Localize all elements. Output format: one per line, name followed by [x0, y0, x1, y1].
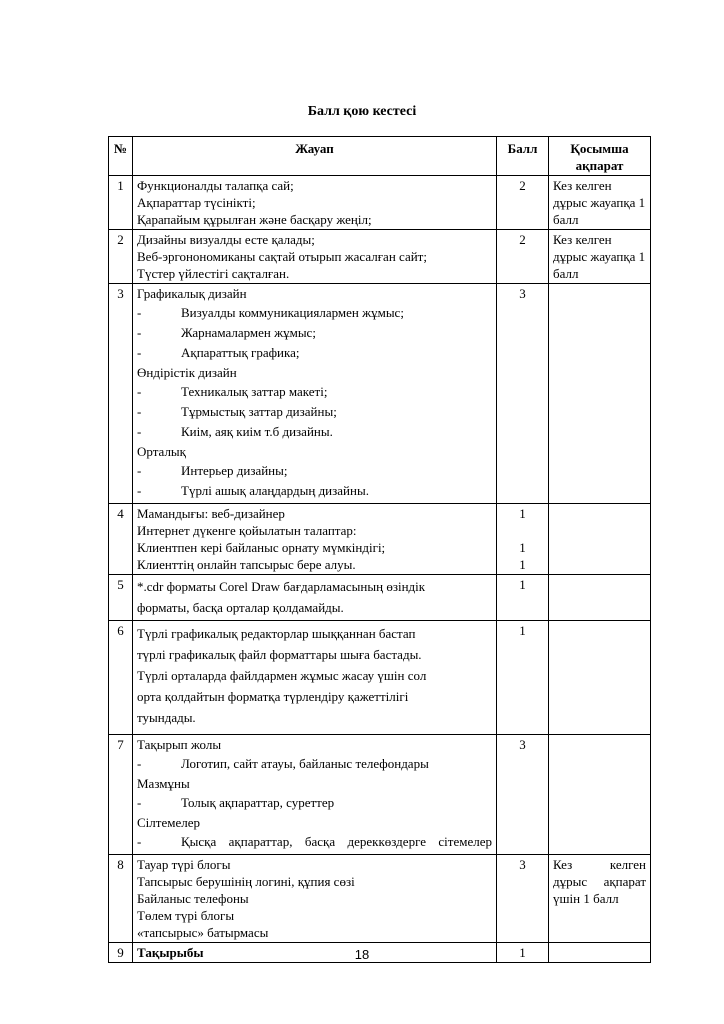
answer-line: Клиенттің онлайн тапсырыс бере алуы. — [137, 557, 356, 572]
answer-line: Дизайны визуалды есте қалады; — [137, 232, 315, 247]
table-row — [109, 284, 651, 504]
answer-line: Түрлі орталарда файлдармен жұмыс жасау үшін сол — [137, 668, 427, 683]
group-heading: Графикалық дизайн — [137, 286, 247, 301]
bullet-item: - Техникалық заттар макеті; — [137, 383, 492, 400]
table-row — [109, 230, 651, 284]
table-row — [109, 621, 651, 735]
group-heading: Мазмұны — [137, 776, 190, 791]
row-extra — [549, 284, 651, 504]
row-answer — [133, 621, 497, 735]
table-row — [109, 855, 651, 943]
header-extra: Қосымша ақпарат — [549, 137, 651, 176]
answer-line: түрлі графикалық файл форматтары шыға бастады. — [137, 647, 422, 662]
row-extra: Кез келген дұрыс ақпарат үшін 1 балл — [549, 855, 651, 943]
row-answer: Тақырыбы — [133, 943, 497, 963]
score-line: 1 — [519, 540, 526, 555]
row-answer — [133, 735, 497, 855]
row-answer — [133, 176, 497, 230]
answer-line: Байланыс телефоны — [137, 891, 249, 906]
answer-line: Интернет дүкенге қойылатын талаптар: — [137, 523, 357, 538]
row-answer — [133, 855, 497, 943]
row-answer — [133, 504, 497, 575]
group-heading: Орталық — [137, 444, 186, 459]
row-num: 2 — [109, 230, 133, 284]
bullet-item: - Киім, аяқ киім т.б дизайны. — [137, 423, 492, 440]
table-row — [109, 575, 651, 621]
answer-line: «тапсырыс» батырмасы — [137, 925, 269, 940]
row-score: 2 — [497, 176, 549, 230]
bullet-item: - Түрлі ашық алаңдардың дизайны. — [137, 482, 492, 499]
answer-line: Функционалды талапқа сай; — [137, 178, 294, 193]
group-heading: Өндірістік дизайн — [137, 365, 237, 380]
answer-line: Мамандығы: веб-дизайнер — [137, 506, 285, 521]
score-line: 1 — [519, 557, 526, 572]
row-extra — [549, 504, 651, 575]
score-line: 1 — [519, 506, 526, 521]
answer-line: туындады. — [137, 710, 196, 725]
row-answer — [133, 230, 497, 284]
row-num: 5 — [109, 575, 133, 621]
table-header-row — [109, 137, 651, 176]
row-num: 1 — [109, 176, 133, 230]
row-num: 3 — [109, 284, 133, 504]
group-heading: Сілтемелер — [137, 815, 200, 830]
bullet-item: - Логотип, сайт атауы, байланыс телефондары — [137, 755, 492, 772]
answer-line: орта қолдайтын форматқа түрлендіру қажеттілігі — [137, 689, 409, 704]
bullet-item: - Толық ақпараттар, суреттер — [137, 794, 492, 811]
bullet-item: - Ақпараттық графика; — [137, 344, 492, 361]
bullet-item: - Жарнамалармен жұмыс; — [137, 324, 492, 341]
answer-line: Клиентпен кері байланыс орнату мүмкіндігі; — [137, 540, 386, 555]
row-num: 9 — [109, 943, 133, 963]
row-extra — [549, 575, 651, 621]
row-score: 3 — [497, 735, 549, 855]
row-score: 3 — [497, 284, 549, 504]
bullet-item: - Тұрмыстық заттар дизайны; — [137, 403, 492, 420]
row-extra: Кез келген дұрыс жауапқа 1 балл — [549, 176, 651, 230]
header-num: № — [109, 137, 133, 176]
header-answer: Жауап — [133, 137, 497, 176]
row-num: 8 — [109, 855, 133, 943]
table-row — [109, 735, 651, 855]
row-score: 3 — [497, 855, 549, 943]
answer-line: Веб-эргонономиканы сақтай отырып жасалған сайт; — [137, 249, 427, 264]
scoring-table — [108, 136, 651, 963]
answer-line: Түстер үйлестігі сақталған. — [137, 266, 290, 281]
group-heading: Тақырып жолы — [137, 737, 222, 752]
table-row — [109, 176, 651, 230]
bullet-item: - Интерьер дизайны; — [137, 462, 492, 479]
answer-line: форматы, басқа орталар қолдамайды. — [137, 600, 344, 615]
score-line-empty — [501, 522, 544, 539]
row-score: 1 — [497, 943, 549, 963]
row-num: 6 — [109, 621, 133, 735]
bullet-item: - Визуалды коммуникациялармен жұмыс; — [137, 304, 492, 321]
row-score: 1 — [497, 621, 549, 735]
bullet-item: - Қысқа ақпараттар, басқа дереккөздерге сітемелер — [137, 833, 492, 850]
row-score — [497, 504, 549, 575]
answer-line: *.cdr форматы Corel Draw бағдарламасының өзіндік — [137, 579, 426, 594]
row-num: 4 — [109, 504, 133, 575]
row-answer — [133, 284, 497, 504]
row-extra — [549, 735, 651, 855]
row-score: 2 — [497, 230, 549, 284]
table-title: Балл қою кестесі — [307, 104, 417, 119]
row-extra: Кез келген дұрыс жауапқа 1 балл — [549, 230, 651, 284]
row-score: 1 — [497, 575, 549, 621]
page-number: 18 — [354, 947, 370, 962]
row-extra — [549, 621, 651, 735]
row-num: 7 — [109, 735, 133, 855]
answer-line: Қарапайым құрылған және басқару жеңіл; — [137, 212, 372, 227]
answer-line: Төлем түрі блогы — [137, 908, 235, 923]
answer-line: Тауар түрі блогы — [137, 857, 231, 872]
answer-line: Ақпараттар түсінікті; — [137, 195, 256, 210]
table-row — [109, 504, 651, 575]
row-answer — [133, 575, 497, 621]
header-score: Балл — [497, 137, 549, 176]
answer-line: Тапсырыс берушінің логині, құпия сөзі — [137, 874, 355, 889]
answer-line: Түрлі графикалық редакторлар шыққаннан бастап — [137, 626, 416, 641]
